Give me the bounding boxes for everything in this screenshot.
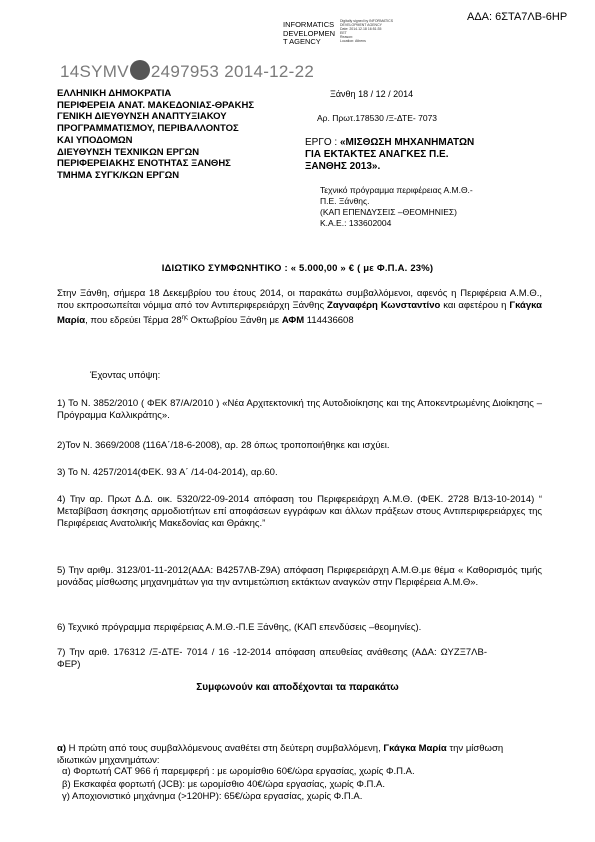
clause-a: α) Η πρώτη από τους συμβαλλόμενους αναθέτει στη δεύτερη συμβαλλόμενη, Γκάγκα Μαρία την μίσθωση ιδιωτικών μηχανημάτων:: [57, 743, 504, 766]
informatics-line: DEVELOPMEN: [283, 28, 336, 38]
header-line: ΤΜΗΜΑ ΣΥΓΚ/ΚΩΝ ΕΡΓΩΝ: [57, 169, 180, 181]
ada-code: ΑΔΑ: 6ΣΤΑ7ΛΒ-6ΗΡ: [467, 11, 568, 23]
document-date: Ξάνθη 18 / 12 / 2014: [330, 89, 414, 99]
machinery-list: [62, 766, 415, 804]
clause-label: α): [57, 743, 67, 754]
header-line: ΓΕΝΙΚΗ ΔΙΕΥΘΥΝΣΗ ΑΝΑΠΤΥΞΙΑΚΟΥ: [57, 111, 227, 123]
signature-line: Date: 2014.12.18 16:51:35: [340, 27, 382, 31]
registry-stamp: [60, 60, 314, 82]
legal-item-1: 1) Το Ν. 3852/2010 ( ΦΕΚ 87/Α/2010 ) «Νέα Αρχιτεκτονική της Αυτοδιοίκησης και της Αποκεντρωμένης Διοίκησης –Πρόγραμμα Καλλικράτης».: [57, 398, 542, 421]
techprog-line: (ΚΑΠ ΕΠΕΝΔΥΣΕΙΣ –ΘΕΟΜΗΝΙΕΣ): [320, 207, 457, 217]
afm-label: ΑΦΜ: [281, 315, 305, 327]
project-title: [305, 137, 474, 173]
project-label: ΕΡΓΟ :: [305, 137, 340, 148]
protocol-number: Αρ. Πρωτ.178530 /Ξ-ΔΤΕ- 7073: [317, 113, 438, 123]
contract-title: ΙΔΙΩΤΙΚΟ ΣΥΜΦΩΝΗΤΙΚΟ : « 5.000,00 » € ( με Φ.Π.Α. 23%): [161, 263, 434, 274]
legal-item-6: 6) Τεχνικό πρόγραμμα περιφέρειας Α.Μ.Θ.-Π.Ε Ξάνθης, (ΚΑΠ επενδύσεις –θεομηνίες).: [57, 622, 422, 633]
header-line: ΠΕΡΙΦΕΡΕΙΑΚΗΣ ΕΝΟΤΗΤΑΣ ΞΑΝΘΗΣ: [57, 158, 231, 170]
list-item: α) Φορτωτή CAT 966 ή παρεμφερή : με ωρομίσθιο 60€/ώρα εργασίας, χωρίς Φ.Π.Α.: [62, 766, 415, 777]
project-line: ΓΙΑ ΕΚΤΑΚΤΕΣ ΑΝΑΓΚΕΣ Π.Ε.: [305, 149, 449, 160]
stamp-left: 14SYMV: [60, 62, 129, 81]
informatics-line: INFORMATICS: [283, 20, 335, 29]
techprog-line: Κ.Α.Ε.: 133602004: [320, 218, 392, 228]
legal-item-3: 3) Το Ν. 4257/2014(ΦΕΚ. 93 Α΄ /14-04-2014), αρ.60.: [57, 467, 278, 478]
legal-item-7: 7) Την αριθ. 176312 /Ξ-ΔΤΕ- 7014 / 16 -12-2014 απόφαση απευθείας ανάθεσης (ΑΔΑ: ΩΥΖΞ7ΛΒ-ΦΕΡ): [57, 647, 487, 670]
stamp-right: 2497953 2014-12-22: [150, 62, 315, 81]
header-line: ΔΙΕΥΘΥΝΣΗ ΤΕΧΝΙΚΩΝ ΕΡΓΩΝ: [57, 146, 200, 158]
header-line: ΕΛΛΗΝΙΚΗ ΔΗΜΟΚΡΑΤΙΑ: [57, 88, 172, 99]
techprog-line: Π.Ε. Ξάνθης.: [320, 196, 370, 206]
technical-program-info: [320, 185, 473, 229]
intro-paragraph: Στην Ξάνθη, σήμερα 18 Δεκεμβρίου του έτους 2014, οι παρακάτω συμβαλλόμενοι, αφενός η Περιφέρεια Α.Μ.Θ., που εκπροσωπείται νόμιμα από τον Αντιπεριφερειάρχη Ξάνθης Ζαγναφέρη Κωνσταντίνο και αφετέρου η Γκάγκα Μαρία, που εδρεύει Τέρμα $28^{\eta\varsigma}$ Οκτωβρίου Ξάνθη με ΑΦΜ 114436608: [57, 288, 542, 327]
legal-item-5: 5) Την αριθμ. 3123/01-11-2012(ΑΔΑ: Β4257ΛΒ-Ζ9Α) απόφαση Περιφερειάρχη Α.Μ.Θ.με θέμα « Καθορισμός τιμής μονάδας μίσθωσης μηχανημάτων για την αντιμετώπιση εκτάκτων αναγκών στην Περιφέρεια Α.Μ.Θ».: [57, 565, 542, 588]
signature-line: Location: Athens: [340, 39, 366, 43]
vice-governor-name: Ζαγναφέρη Κωνσταντίνο: [327, 300, 441, 311]
afm-value: 114436608: [304, 315, 354, 327]
legal-item-2: 2)Τον Ν. 3669/2008 (116Α΄/18-6-2008), αρ. 28 όπως τροποποιήθηκε και ισχύει.: [57, 440, 390, 451]
issuer-header: [57, 88, 254, 182]
signature-line: EET: [340, 31, 347, 35]
contractor-name: Γκάγκα Μαρία: [57, 300, 542, 327]
informatics-agency-label: [283, 21, 335, 47]
list-item: γ) Αποχιονιστικό μηχάνημα (>120ΗΡ): 65€/ώρα εργασίας, χωρίς Φ.Π.Α.: [62, 791, 363, 802]
list-item: β) Εκσκαφέα φορτωτή (JCB): με ωρομίσθιο 40€/ώρα εργασίας, χωρίς Φ.Π.Α.: [62, 778, 386, 790]
signature-line: Reason:: [340, 35, 354, 39]
header-line: ΠΡΟΓΡΑΜΜΑΤΙΣΜΟΥ, ΠΕΡΙΒΑΛΛΟΝΤΟΣ: [57, 123, 239, 135]
informatics-line: T AGENCY: [283, 37, 321, 46]
legal-item-4: 4) Την αρ. Πρωτ Δ.Δ. οικ. 5320/22-09-2014 απόφαση του Περιφερειάρχη Α.Μ.Θ. (ΦΕΚ. 2728 Β/13-10-2014) “ Μεταβίβαση άσκησης αρμοδιοτήτων επί αποφάσεων εγγράφων και άλλων πράξεων στους Αντιπεριφερειάρχες της Περιφέρειας Ανατολικής Μακεδονίας και Θράκης.”: [57, 494, 542, 529]
header-line: ΠΕΡΙΦΕΡΕΙΑ ΑΝΑΤ. ΜΑΚΕΔΟΝΙΑΣ-ΘΡΑΚΗΣ: [57, 99, 255, 111]
considering-heading: Έχοντας υπόψη:: [90, 370, 161, 381]
digital-signature-block: [340, 19, 400, 43]
contractor-name: Γκάγκα Μαρία: [383, 743, 447, 754]
seal-icon: [130, 60, 150, 80]
agreement-heading: Συμφωνούν και αποδέχονται τα παρακάτω: [196, 682, 399, 693]
header-line: ΚΑΙ ΥΠΟΔΟΜΩΝ: [57, 134, 133, 146]
project-line: ΞΑΝΘΗΣ 2013».: [305, 161, 381, 172]
project-line: «ΜΙΣΘΩΣΗ ΜΗΧΑΝΗΜΑΤΩΝ: [339, 137, 475, 148]
signature-line: Digitally signed by INFORMATICS: [340, 19, 394, 23]
techprog-line: Τεχνικό πρόγραμμα περιφέρειας Α.Μ.Θ.-: [320, 185, 473, 195]
signature-line: DEVELOPMENT AGENCY: [340, 23, 382, 27]
